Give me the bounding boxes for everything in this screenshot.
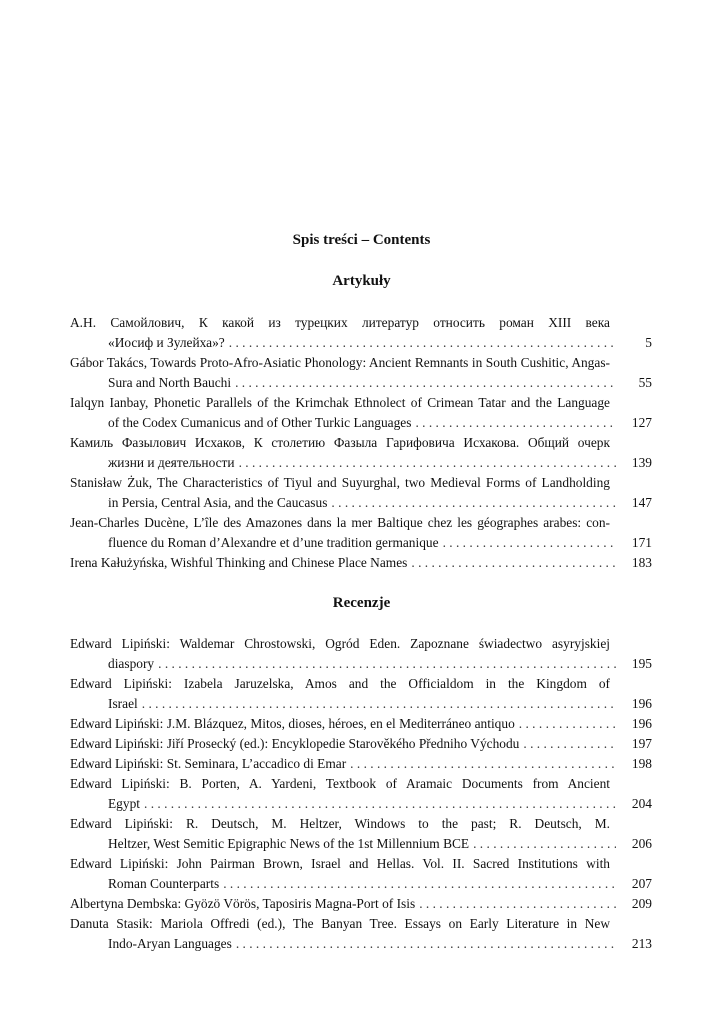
toc-entry-title: Albertyna Dembska: Gyözö Vörös, Taposiris Magna-Port of Isis [70, 896, 416, 911]
toc-entry-title: Egypt [108, 796, 140, 811]
toc-entry-title: of the Codex Cumanicus and of Other Turkic Languages [108, 415, 412, 430]
toc-entry[interactable] [70, 814, 652, 854]
toc-entry-title: Irena Kałużyńska, Wishful Thinking and Chinese Place Names [70, 555, 408, 570]
toc-entry-title: fluence du Roman d’Alexandre et d’une tradition germanique [108, 535, 439, 550]
toc-entry[interactable] [70, 553, 652, 573]
leader-dots [235, 373, 616, 393]
toc-entry-title: diaspory [108, 656, 155, 671]
page-number: 171 [631, 535, 652, 550]
toc-entry-title: Indo-Aryan Languages [108, 936, 232, 951]
leader-dots [523, 734, 616, 754]
page-number: 55 [638, 375, 652, 390]
toc-entry[interactable] [70, 914, 652, 954]
toc-entry[interactable] [70, 313, 652, 353]
toc-entry[interactable] [70, 854, 652, 894]
toc-entry[interactable] [70, 674, 652, 714]
toc-entry-title: «Иосиф и Зулейха»? [108, 335, 225, 350]
page-number: 183 [631, 555, 652, 570]
leader-dots [519, 714, 616, 734]
toc-entry[interactable] [70, 393, 652, 433]
toc-entry-line: А.Н. Самойлович, К какой из турецких литератур относить роман XIII века [70, 315, 610, 330]
leader-dots [473, 834, 616, 854]
leader-dots [229, 333, 616, 353]
toc-entry[interactable] [70, 353, 652, 393]
toc-entry-line: Stanisław Żuk, The Characteristics of Tiyul and Suyurghal, two Medieval Forms of Landholding [70, 475, 610, 490]
leader-dots [236, 934, 616, 954]
leader-dots [223, 874, 616, 894]
toc-entry-line: Edward Lipiński: John Pairman Brown, Israel and Hellas. Vol. II. Sacred Institutions with [70, 856, 610, 871]
page-number: 196 [631, 716, 652, 731]
leader-dots [419, 894, 616, 914]
toc-entry[interactable] [70, 774, 652, 814]
leader-dots [443, 533, 616, 553]
leader-dots [411, 553, 616, 573]
leader-dots [142, 694, 616, 714]
toc-entry-line: Edward Lipiński: Waldemar Chrostowski, Ogród Eden. Zapoznane świadectwo asyryjskiej [70, 636, 610, 651]
page-number: 197 [631, 736, 652, 751]
toc-reviews [70, 634, 652, 954]
toc-entry[interactable] [70, 894, 652, 914]
section-heading-articles: Artykuły [332, 273, 391, 289]
page-number: 127 [631, 415, 652, 430]
toc-entry-line: Камиль Фазылович Исхаков, К столетию Фазыла Гарифовича Исхакова. Общий очерк [70, 435, 610, 450]
page-number: 5 [645, 335, 652, 350]
section-heading-reviews: Recenzje [332, 595, 391, 611]
toc-entry-line: Edward Lipiński: Izabela Jaruzelska, Amos and the Officialdom in the Kingdom of [70, 676, 610, 691]
toc-entry-title: Edward Lipiński: Jiří Prosecký (ed.): Encyklopedie Starověkého Předniho Východu [70, 736, 520, 751]
page-number: 209 [631, 896, 652, 911]
toc-entry-title: Israel [108, 696, 138, 711]
toc-entry-line: Ialqyn Ianbay, Phonetic Parallels of the Krimchak Ethnolect of Crimean Tatar and the Language [70, 395, 610, 410]
toc-entry[interactable] [70, 473, 652, 513]
page-number: 147 [631, 495, 652, 510]
leader-dots [415, 413, 616, 433]
leader-dots [350, 754, 616, 774]
page-number: 195 [631, 656, 652, 671]
toc-entry[interactable] [70, 714, 652, 734]
toc-entry[interactable] [70, 513, 652, 553]
page-number: 196 [631, 696, 652, 711]
leader-dots [331, 493, 616, 513]
page-number: 207 [631, 876, 652, 891]
toc-entry-line: Gábor Takács, Towards Proto-Afro-Asiatic Phonology: Ancient Remnants in South Cushitic, Angas- [70, 355, 610, 370]
toc-entry-title: Heltzer, West Semitic Epigraphic News of the 1st Millennium BCE [108, 836, 470, 851]
page-title: Spis treści – Contents [292, 232, 431, 248]
toc-entry-title: жизни и деятельности [108, 455, 235, 470]
toc-entry-line: Edward Lipiński: B. Porten, A. Yardeni, Textbook of Aramaic Documents from Ancient [70, 776, 610, 791]
leader-dots [239, 453, 616, 473]
page-number: 206 [631, 836, 652, 851]
toc-entry-line: Danuta Stasik: Mariola Offredi (ed.), The Banyan Tree. Essays on Early Literature in New [70, 916, 610, 931]
toc-entry-line: Jean-Charles Ducène, L’île des Amazones dans la mer Baltique chez les géographes arabes: con- [70, 515, 610, 530]
toc-entry[interactable] [70, 433, 652, 473]
leader-dots [158, 654, 616, 674]
page-number: 139 [631, 455, 652, 470]
toc-entry[interactable] [70, 734, 652, 754]
page-number: 198 [631, 756, 652, 771]
page-number: 213 [631, 936, 652, 951]
toc-entry[interactable] [70, 754, 652, 774]
toc-articles [70, 313, 652, 573]
toc-entry-title: Roman Counterparts [108, 876, 220, 891]
toc-entry[interactable] [70, 634, 652, 674]
toc-entry-title: Edward Lipiński: St. Seminara, L’accadico di Emar [70, 756, 347, 771]
toc-entry-title: Edward Lipiński: J.M. Blázquez, Mitos, dioses, héroes, en el Mediterráneo antiquo [70, 716, 515, 731]
toc-entry-title: Sura and North Bauchi [108, 375, 232, 390]
leader-dots [144, 794, 616, 814]
toc-entry-title: in Persia, Central Asia, and the Caucasus [108, 495, 328, 510]
page-number: 204 [631, 796, 652, 811]
toc-entry-line: Edward Lipiński: R. Deutsch, M. Heltzer, Windows to the past; R. Deutsch, M. [70, 816, 610, 831]
